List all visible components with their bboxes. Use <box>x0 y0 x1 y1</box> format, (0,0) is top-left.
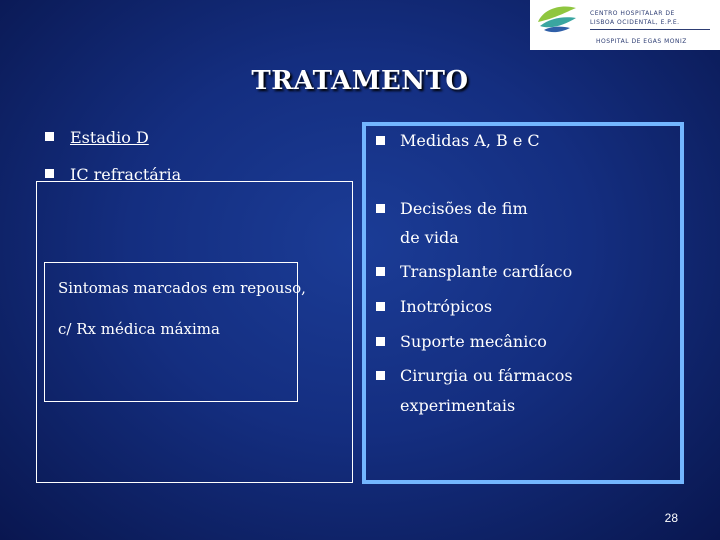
bullet-square-icon <box>376 204 385 213</box>
hospital-logo <box>530 0 720 50</box>
bullet-square-icon <box>376 267 385 276</box>
bullet-square-icon <box>376 302 385 311</box>
right-bullet-transplant: Transplante cardíaco <box>400 262 573 281</box>
right-bullet-measures: Medidas A, B e C <box>400 131 540 150</box>
bullet-square-icon <box>45 169 54 178</box>
right-bullet-surgery-1: Cirurgia ou fármacos <box>400 366 573 385</box>
symptom-line1: Sintomas marcados em repouso, <box>58 279 306 297</box>
leaf-logo-icon <box>536 4 578 34</box>
bullet-square-icon <box>376 136 385 145</box>
logo-divider <box>590 29 710 30</box>
right-bullet-end-of-life-2: de vida <box>400 228 459 247</box>
logo-text-line2: LISBOA OCIDENTAL, E.P.E. <box>590 19 680 26</box>
left-bullet-stage: Estadio D <box>70 128 149 147</box>
page-number: 28 <box>664 511 678 525</box>
right-bullet-inotropes: Inotrópicos <box>400 297 493 316</box>
bullet-square-icon <box>376 337 385 346</box>
logo-text-line3: HOSPITAL DE EGAS MONIZ <box>596 38 687 45</box>
bullet-square-icon <box>45 132 54 141</box>
right-bullet-end-of-life-1: Decisões de fim <box>400 199 528 218</box>
slide-title: TRATAMENTO <box>251 66 469 96</box>
symptom-line2: c/ Rx médica máxima <box>58 320 220 338</box>
bullet-square-icon <box>376 371 385 380</box>
left-bullet-refractory: IC refractária <box>70 165 182 184</box>
right-bullet-mechanical-support: Suporte mecânico <box>400 332 547 351</box>
right-bullet-surgery-2: experimentais <box>400 396 516 415</box>
logo-text-line1: CENTRO HOSPITALAR DE <box>590 10 675 17</box>
